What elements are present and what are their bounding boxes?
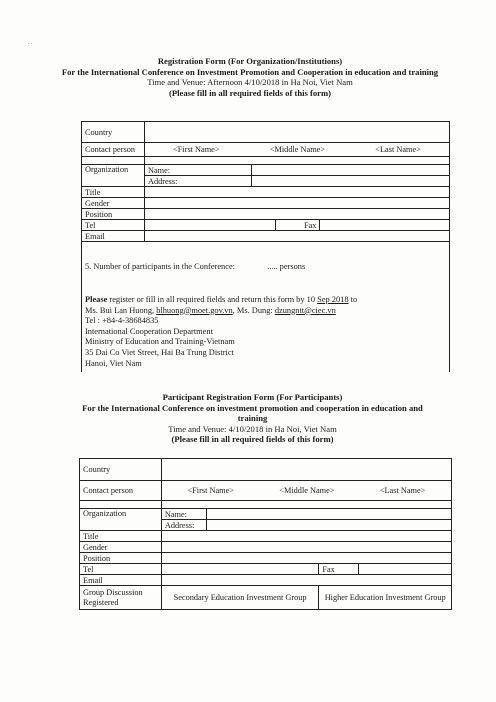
p-gender-field[interactable] — [161, 542, 451, 553]
form2-table — [79, 458, 452, 610]
contact1-name: Ms. Bui Lan Huong, — [85, 305, 157, 315]
p-email-label: Email — [80, 575, 162, 586]
org-name-label: Name: — [144, 165, 251, 176]
p-org-address-label: Address: — [161, 520, 206, 531]
org-name-field[interactable] — [251, 165, 449, 176]
contact-tel: Tel : +84-4-38684835 — [85, 316, 159, 326]
tel-label: Tel — [82, 220, 145, 231]
participants-line — [85, 262, 425, 273]
instructions-block — [85, 295, 415, 369]
form2-title: Participant Registration Form (For Participants) — [162, 392, 343, 402]
email2-link[interactable]: dzungntt@ciec.vn — [274, 305, 336, 315]
form2-note: (Please fill in all required fields of this form) — [171, 434, 334, 444]
form2-header — [70, 392, 435, 445]
fax-label: Fax — [275, 220, 320, 231]
fax-field[interactable] — [320, 220, 450, 231]
p-contact-spacer — [80, 501, 162, 509]
p-gender-label: Gender — [80, 542, 162, 553]
city: Hanoi, Viet Nam — [85, 358, 142, 368]
organization-label: Organization — [82, 165, 145, 187]
form2-time-venue: Time and Venue: 4/10/2018 in Ha Noi, Viet Nam — [168, 423, 337, 434]
form1-title: Registration Form (For Organization/Institutions) — [157, 56, 343, 66]
gender-field[interactable] — [144, 198, 449, 209]
org-address-field[interactable] — [251, 176, 449, 187]
form1-subtitle: For the International Conference on Investment Promotion and Cooperation in education and training — [61, 66, 439, 77]
p-fax-field[interactable] — [359, 564, 452, 575]
p-country-field[interactable] — [161, 459, 451, 481]
p-tel-field[interactable] — [161, 564, 319, 575]
street-address: 35 Dai Co Viet Street, Hai Ba Trung District — [85, 347, 234, 357]
contact-spacer — [82, 157, 145, 165]
form1-header — [60, 56, 440, 98]
p-org-address-field[interactable] — [206, 520, 451, 531]
p-title-label: Title — [80, 531, 162, 542]
position-label: Position — [82, 209, 145, 220]
please-word: Please — [85, 295, 108, 304]
contact-value-field[interactable] — [144, 157, 449, 165]
participants-blank[interactable]: ..... persons — [267, 262, 306, 271]
p-contact-name-fields[interactable] — [161, 481, 451, 501]
secondary-education-option[interactable]: Secondary Education Investment Group — [161, 586, 319, 610]
p-email-field[interactable] — [161, 575, 451, 586]
p-org-name-label: Name: — [161, 509, 206, 520]
p-contact-value-field[interactable] — [161, 501, 451, 509]
title-label: Title — [82, 187, 145, 198]
instructions-line1 — [85, 295, 415, 306]
p-position-label: Position — [80, 553, 162, 564]
contact-label: Contact person — [82, 143, 145, 157]
instructions-line2 — [85, 306, 415, 317]
p-title-field[interactable] — [161, 531, 451, 542]
tel-field[interactable] — [144, 220, 275, 231]
register-text: register or fill in all required fields and return this form by 10 — [107, 295, 318, 304]
group-discussion-label: Group Discussion Registered — [80, 586, 162, 610]
org-address-label: Address: — [144, 176, 251, 187]
email1-link[interactable]: blhuong@moet.gov.vn — [156, 305, 233, 315]
to-word: to — [348, 295, 358, 304]
country-label: Country — [82, 122, 145, 143]
email-field[interactable] — [144, 231, 449, 242]
p-country-label: Country — [80, 459, 162, 481]
country-field[interactable] — [144, 122, 449, 143]
participants-label: 5. Number of participants in the Conference: — [85, 262, 236, 271]
title-field[interactable] — [144, 187, 449, 198]
first-name-field[interactable]: <First Name> — [173, 145, 220, 154]
p-organization-label: Organization — [80, 509, 162, 531]
p-position-field[interactable] — [161, 553, 451, 564]
p-tel-label: Tel — [80, 564, 162, 575]
p-last-name-field[interactable]: <Last Name> — [379, 486, 426, 495]
department: International Cooperation Department — [85, 326, 213, 336]
p-contact-label: Contact person — [80, 481, 162, 501]
p-first-name-field[interactable]: <First Name> — [187, 486, 234, 495]
form1-time-venue: Time and Venue: Afternoon 4/10/2018 in Ha Noi, Viet Nam — [147, 77, 353, 87]
scan-specks: . . — [28, 40, 33, 46]
ministry: Ministry of Education and Training-Vietnam — [85, 337, 235, 347]
position-field[interactable] — [144, 209, 449, 220]
last-name-field[interactable]: <Last Name> — [375, 145, 421, 154]
higher-education-option[interactable]: Higher Education Investment Group — [319, 586, 452, 610]
gender-label: Gender — [82, 198, 145, 209]
p-fax-label: Fax — [319, 564, 359, 575]
contact2-name: , Ms. Dung: — [232, 305, 275, 315]
form2-subtitle: For the International Conference on investment promotion and cooperation in education and training — [82, 402, 423, 423]
email-label: Email — [82, 231, 145, 242]
p-middle-name-field[interactable]: <Middle Name> — [279, 486, 335, 495]
deadline: Sep 2018 — [317, 295, 349, 304]
contact-name-fields[interactable] — [144, 143, 449, 157]
p-org-name-field[interactable] — [206, 509, 451, 520]
middle-name-field[interactable]: <Middle Name> — [269, 145, 326, 154]
form1-note: (Please fill in all required fields of this form) — [169, 87, 331, 98]
